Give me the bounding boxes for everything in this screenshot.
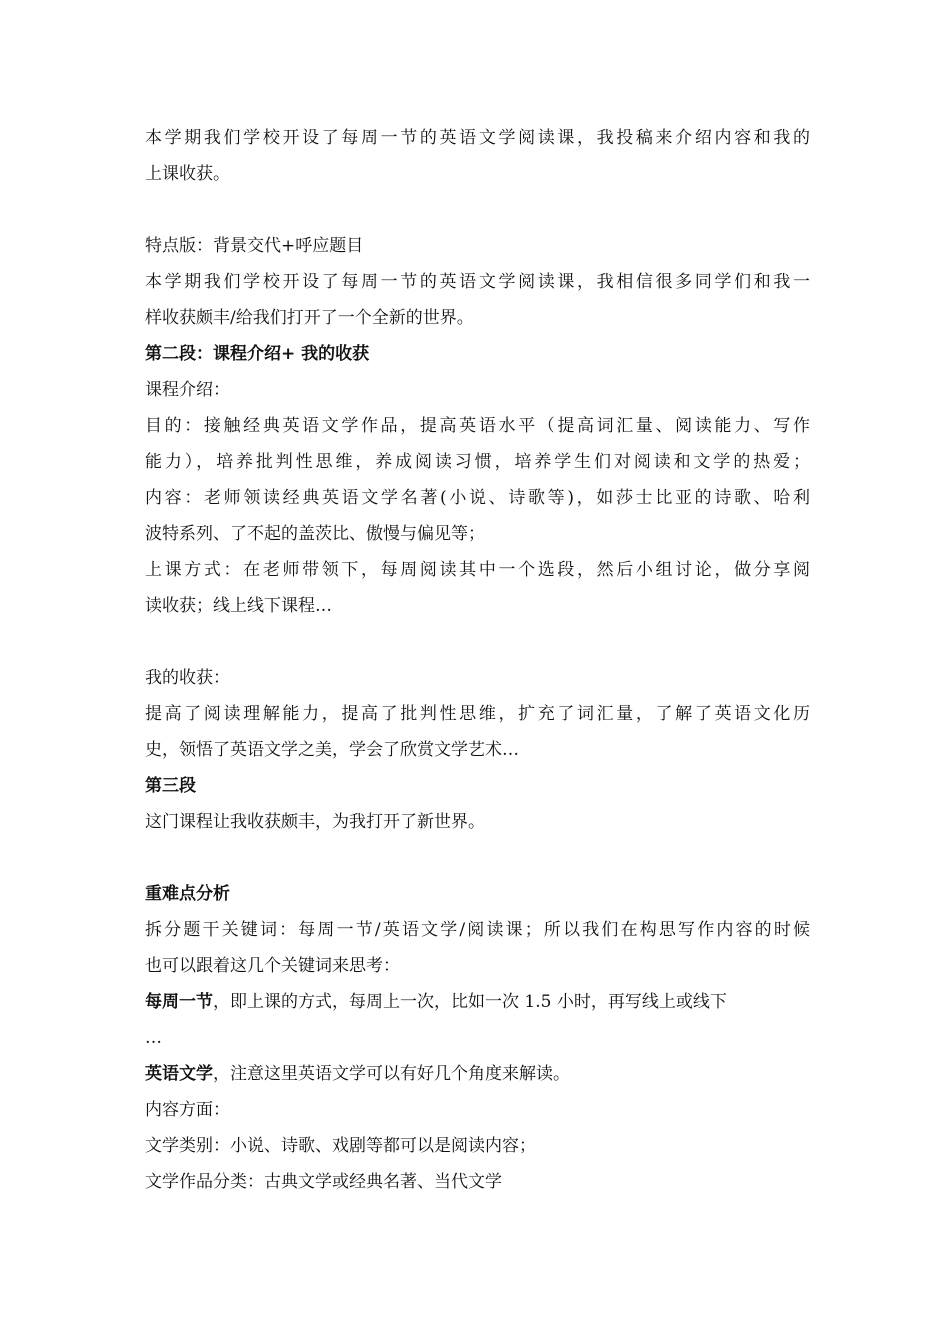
- weekly-line-1: [145, 984, 810, 1020]
- english-lit-text: ，注意这里英语文学可以有好几个角度来解读。: [213, 1064, 570, 1084]
- analysis-heading: 重难点分析: [145, 884, 230, 904]
- gains-line-2: 史，领悟了英语文学之美，学会了欣赏文学艺术…: [145, 740, 519, 760]
- english-lit-line: [145, 1056, 810, 1092]
- method-line-1: 上课方式：在老师带领下，每周阅读其中一个选段，然后小组讨论，做分享阅: [145, 560, 810, 580]
- feature-line-1: 本学期我们学校开设了每周一节的英语文学阅读课，我相信很多同学们和我一: [145, 272, 810, 292]
- gains-line-1: 提高了阅读理解能力，提高了批判性思维，扩充了词汇量，了解了英语文化历: [145, 704, 810, 724]
- purpose-line-2: 能力），培养批判性思维，养成阅读习惯，培养学生们对阅读和文学的热爱；: [145, 452, 810, 472]
- analysis-line-1: 拆分题干关键词：每周一节/英语文学/阅读课；所以我们在构思写作内容的时候: [145, 920, 810, 940]
- section-2-heading: 第二段：课程介绍+ 我的收获: [145, 344, 370, 364]
- content-line-1: 内容：老师领读经典英语文学名著(小说、诗歌等)，如莎士比亚的诗歌、哈利: [145, 488, 810, 508]
- blank-line: [145, 840, 810, 876]
- section-3-heading: 第三段: [145, 776, 196, 796]
- weekly-line-2: …: [145, 1028, 162, 1048]
- gains-label: 我的收获：: [145, 668, 230, 688]
- method-line-2: 读收获；线上线下课程…: [145, 596, 332, 616]
- weekly-text: ，即上课的方式，每周上一次，比如一次 1.5 小时，再写线上或线下: [213, 992, 727, 1012]
- blank-line: [145, 624, 810, 660]
- weekly-keyword: 每周一节: [145, 992, 213, 1012]
- intro-line-1: 本学期我们学校开设了每周一节的英语文学阅读课，我投稿来介绍内容和我的: [145, 128, 810, 148]
- blank-line: [145, 192, 810, 228]
- intro-line-2: 上课收获。: [145, 164, 230, 184]
- course-intro-label: 课程介绍：: [145, 380, 230, 400]
- literature-category: 文学类别：小说、诗歌、戏剧等都可以是阅读内容；: [145, 1136, 536, 1156]
- feature-line-2: 样收获颇丰/给我们打开了一个全新的世界。: [145, 308, 474, 328]
- literature-classification: 文学作品分类：古典文学或经典名著、当代文学: [145, 1172, 502, 1192]
- content-aspect-label: 内容方面：: [145, 1100, 230, 1120]
- analysis-line-2: 也可以跟着这几个关键词来思考：: [145, 956, 400, 976]
- purpose-line-1: 目的：接触经典英语文学作品，提高英语水平（提高词汇量、阅读能力、写作: [145, 416, 810, 436]
- english-lit-keyword: 英语文学: [145, 1064, 213, 1084]
- content-line-2: 波特系列、了不起的盖茨比、傲慢与偏见等；: [145, 524, 485, 544]
- document-body: [145, 120, 810, 1200]
- section-3-text: 这门课程让我收获颇丰，为我打开了新世界。: [145, 812, 485, 832]
- feature-version-title: 特点版：背景交代+呼应题目: [145, 236, 364, 256]
